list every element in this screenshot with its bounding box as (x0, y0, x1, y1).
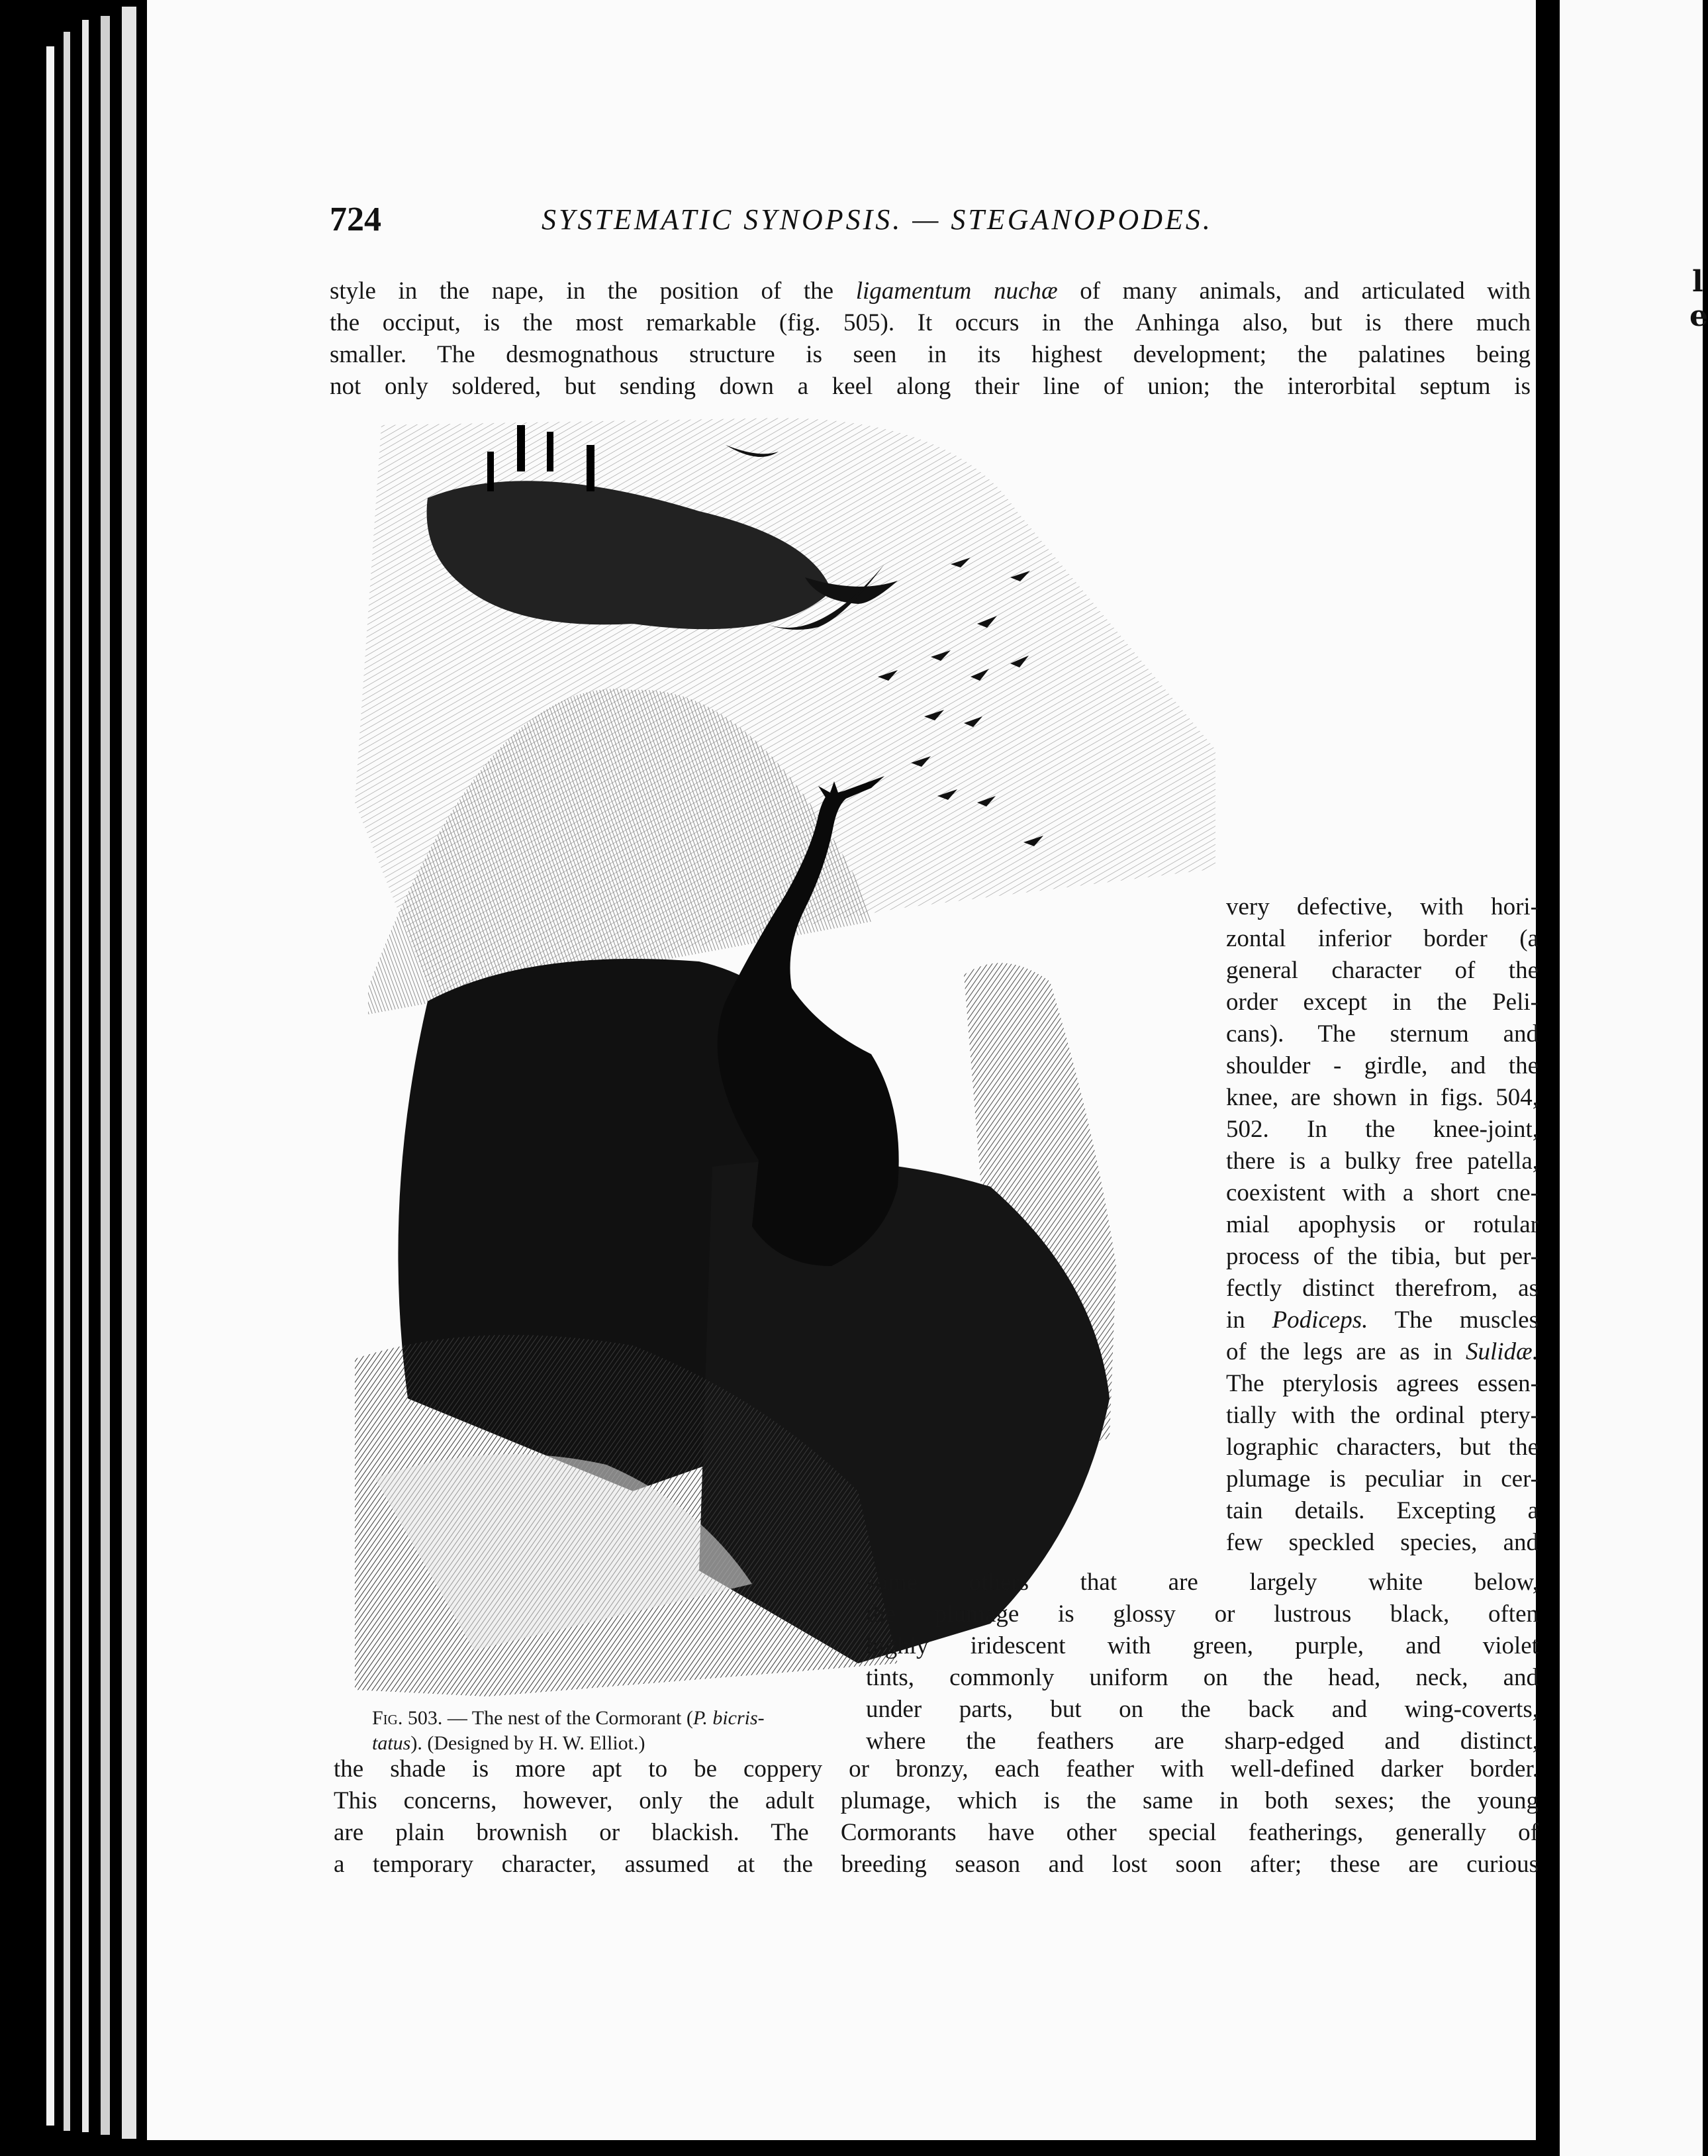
text-run: very defective, with hori- (1226, 893, 1539, 920)
text-run: This concerns, however, only the adult plumage, which is the same in both sexes; the young (334, 1787, 1539, 1814)
adjacent-page-fragment (1560, 0, 1708, 2156)
text-line (1226, 1400, 1539, 1432)
text-line (1226, 1495, 1539, 1527)
text-line (334, 1785, 1539, 1817)
caption-credit: ). (Designed by H. W. Elliot.) (410, 1732, 645, 1754)
text-line (330, 371, 1531, 403)
text-run: coexistent with a short cne- (1226, 1179, 1539, 1206)
text-line (1226, 1050, 1539, 1082)
text-line (1226, 1114, 1539, 1146)
text-line (866, 1726, 1539, 1757)
text-line (334, 1817, 1539, 1849)
text-line (1226, 1241, 1539, 1273)
text-run: smaller. The desmognathous structure is seen in its highest development; the palatines being (330, 341, 1531, 368)
text-run: the occiput, is the most remarkable (fig. 505). It occurs in the Anhinga also, but is there much (330, 309, 1531, 336)
text-run: mial apophysis or rotular (1226, 1211, 1539, 1238)
text-run: some others that are largely white below, (866, 1569, 1539, 1596)
adjacent-page-text: e (1689, 299, 1708, 333)
text-line (330, 339, 1531, 371)
text-run: in (1226, 1306, 1272, 1334)
page-edge-strip (82, 20, 89, 2132)
text-run: tints, commonly uniform on the head, neck, and (866, 1664, 1539, 1691)
text-line (1226, 1527, 1539, 1559)
text-line (866, 1662, 1539, 1694)
text-line (1226, 1304, 1539, 1336)
text-line (334, 1753, 1539, 1785)
text-run: lographic characters, but the (1226, 1434, 1539, 1461)
text-line (866, 1630, 1539, 1662)
italic-term: Podiceps. (1272, 1306, 1368, 1334)
text-line (1226, 1432, 1539, 1463)
text-run: The pterylosis agrees essen- (1226, 1370, 1539, 1397)
text-run: under parts, but on the back and wing-coverts, (866, 1696, 1539, 1723)
text-run: zontal inferior border (a (1226, 925, 1539, 952)
text-run: cans). The sternum and (1226, 1020, 1539, 1048)
bottom-paragraph (334, 1753, 1539, 1881)
text-line (1226, 1082, 1539, 1114)
text-run: The muscles (1368, 1306, 1539, 1334)
text-run: plumage is peculiar in cer- (1226, 1465, 1539, 1493)
text-run: the plumage is glossy or lustrous black, often (866, 1600, 1539, 1628)
text-run: knee, are shown in figs. 504, (1226, 1084, 1539, 1111)
text-line (866, 1694, 1539, 1726)
text-line (1226, 1018, 1539, 1050)
text-line (1226, 1336, 1539, 1368)
page-edge-strip (101, 16, 110, 2135)
text-line (1226, 1368, 1539, 1400)
text-line (1226, 1146, 1539, 1177)
text-run: are plain brownish or blackish. The Cormorants have other special featherings, generally of (334, 1819, 1539, 1846)
running-head-title: SYSTEMATIC SYNOPSIS. — STEGANOPODES. (542, 203, 1213, 236)
caption-species: tatus (372, 1732, 411, 1754)
text-run: tially with the ordinal ptery- (1226, 1402, 1539, 1429)
text-run: where the feathers are sharp-edged and distinct, (866, 1728, 1539, 1755)
wrapped-text-right-column (1226, 891, 1539, 1559)
text-line (866, 1567, 1539, 1598)
book-page (147, 0, 1539, 2140)
italic-term: ligamentum nuchæ (855, 277, 1058, 305)
wrapped-text-middle-column (866, 1567, 1539, 1757)
text-line (866, 1598, 1539, 1630)
text-run: few speckled species, and (1226, 1529, 1539, 1556)
caption-species: P. bicris- (692, 1707, 765, 1729)
text-run: of many animals, and articulated with (1057, 277, 1531, 305)
page-edge-strip (64, 32, 70, 2131)
italic-term: Sulidæ. (1466, 1338, 1539, 1365)
engraving-illustration (355, 405, 1209, 1698)
text-run: there is a bulky free patella, (1226, 1148, 1539, 1175)
adjacent-page-text: l (1692, 265, 1703, 299)
figure-cormorant-nest (355, 405, 1209, 1698)
text-run: highly iridescent with green, purple, and violet (866, 1632, 1539, 1659)
page-edge-strip (46, 46, 54, 2126)
text-line (330, 275, 1531, 307)
text-run: not only soldered, but sending down a keel along their line of union; the interorbital septum is (330, 373, 1531, 400)
caption-text: — The nest of the Cormorant ( (442, 1707, 693, 1729)
text-run: general character of the (1226, 957, 1539, 984)
text-line (334, 1849, 1539, 1881)
text-line (1226, 923, 1539, 955)
text-run: the shade is more apt to be coppery or bronzy, each feather with well-defined darker border. (334, 1755, 1539, 1783)
text-run: shoulder - girdle, and the (1226, 1052, 1539, 1079)
text-run: process of the tibia, but per- (1226, 1243, 1539, 1270)
text-run: style in the nape, in the position of the (330, 277, 856, 305)
text-run: order except in the Peli- (1226, 989, 1539, 1016)
top-paragraph (330, 275, 1531, 403)
text-line (1226, 1273, 1539, 1304)
figure-caption (372, 1706, 855, 1756)
text-run: tain details. Excepting a (1226, 1497, 1539, 1524)
text-line (1226, 1177, 1539, 1209)
text-line (1226, 891, 1539, 923)
text-line (1226, 1463, 1539, 1495)
figure-label: Fig. 503. (372, 1707, 443, 1729)
page-edge-strip (122, 7, 136, 2139)
text-run: 502. In the knee-joint, (1226, 1116, 1539, 1143)
text-run: a temporary character, assumed at the breeding season and lost soon after; these are curious (334, 1851, 1539, 1878)
text-line (330, 307, 1531, 339)
text-line (1226, 1209, 1539, 1241)
running-head (147, 200, 1536, 240)
text-line (1226, 987, 1539, 1018)
text-line (1226, 955, 1539, 987)
text-run: fectly distinct therefrom, as (1226, 1275, 1539, 1302)
text-run: of the legs are as in (1226, 1338, 1466, 1365)
page-number: 724 (330, 201, 381, 238)
